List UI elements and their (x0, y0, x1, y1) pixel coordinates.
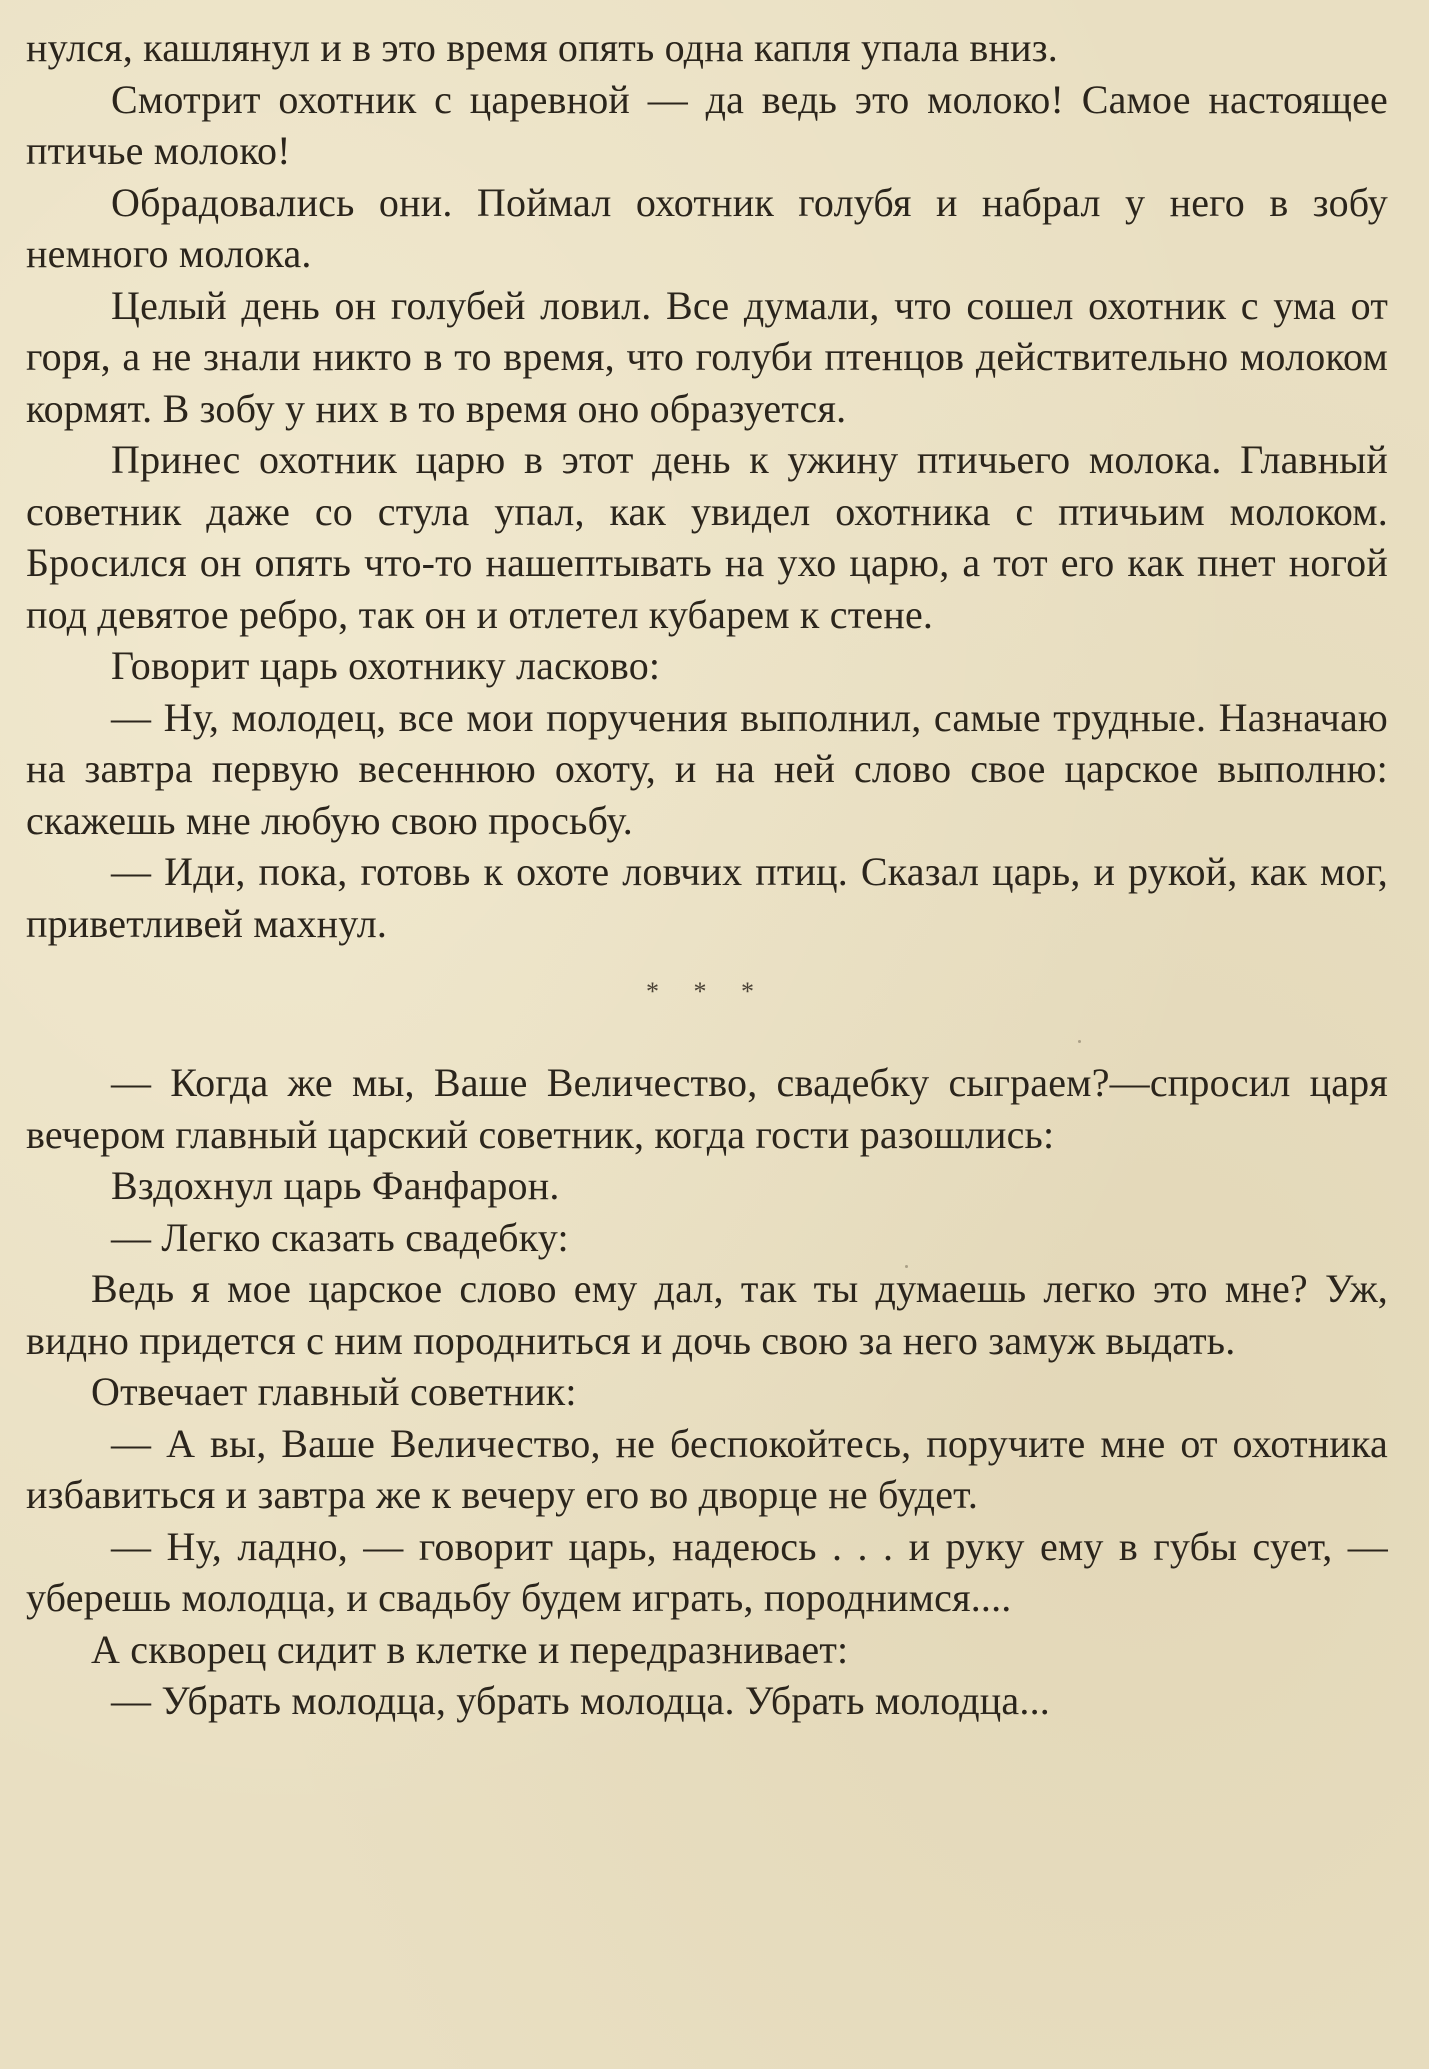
paragraph: А скворец сидит в клетке и передразнивает: (91, 1626, 849, 1672)
paragraph: Вздохнул царь Фанфарон. (111, 1163, 560, 1208)
section-divider: * * * (646, 977, 768, 1006)
paragraph: Целый день он голубей ловил. Все думали, что сошел охотник с ума от горя, а не знали никто в то время, что голуби птенцов действительно молоком кормят. В зобу у них в то время оно образуется. (26, 282, 1388, 431)
paragraph: Отвечает главный советник: (91, 1369, 577, 1414)
paragraph: нулся, кашлянул и в это время опять одна капля упала вниз. (26, 25, 1058, 70)
paragraph: — Ну, молодец, все мои поручения выполнил, самые трудные. Назначаю на завтра первую весеннюю охоту, и на ней слово свое царское выполню: скажешь мне любую свою просьбу. (26, 694, 1388, 843)
paper-speck (905, 1265, 908, 1268)
book-page (26, 22, 1388, 1727)
paragraph: — Убрать молодца, убрать молодца. Убрать молодца... (111, 1678, 1050, 1723)
paragraph: — Легко сказать свадебку: (111, 1214, 569, 1260)
paragraph: Обрадовались они. Поймал охотник голубя и набрал у него в зобу немного молока. (26, 179, 1388, 276)
paragraph: Принес охотник царю в этот день к ужину птичьего молока. Главный советник даже со стула упал, как увидел охотника с птичьим молоком. Бросился он опять что-то нашептывать на ухо царю, а тот его как пнет ногой под девятое ребро, так он и отлетел кубарем к стене. (26, 437, 1388, 637)
paragraph: Говорит царь охотнику ласково: (111, 643, 661, 688)
paragraph: — Иди, пока, готовь к охоте ловчих птиц. Сказал царь, и рукой, как мог, приветливей махнул. (26, 849, 1388, 946)
paragraph: — Ну, ладно, — говорит царь, надеюсь . . . и руку ему в губы сует, — уберешь молодца, и свадьбу будем играть, породнимся.... (26, 1523, 1388, 1620)
paragraph: — Когда же мы, Ваше Величество, свадебку сыграем?—спросил царя вечером главный царский советник, когда гости разошлись: (26, 1060, 1388, 1157)
paragraph: Смотрит охотник с царевной — да ведь это молоко! Самое настоящее птичье молоко! (26, 76, 1388, 173)
paragraph: Ведь я мое царское слово ему дал, так ты думаешь легко это мне? Уж, видно придется с ним породниться и дочь свою за него замуж выдать. (26, 1266, 1388, 1363)
paper-speck (1008, 1298, 1011, 1301)
paragraph: — А вы, Ваше Величество, не беспокойтесь, поручите мне от охотника избавиться и завтра же к вечеру его во дворце не будет. (26, 1420, 1388, 1517)
paper-speck (1078, 1040, 1081, 1043)
